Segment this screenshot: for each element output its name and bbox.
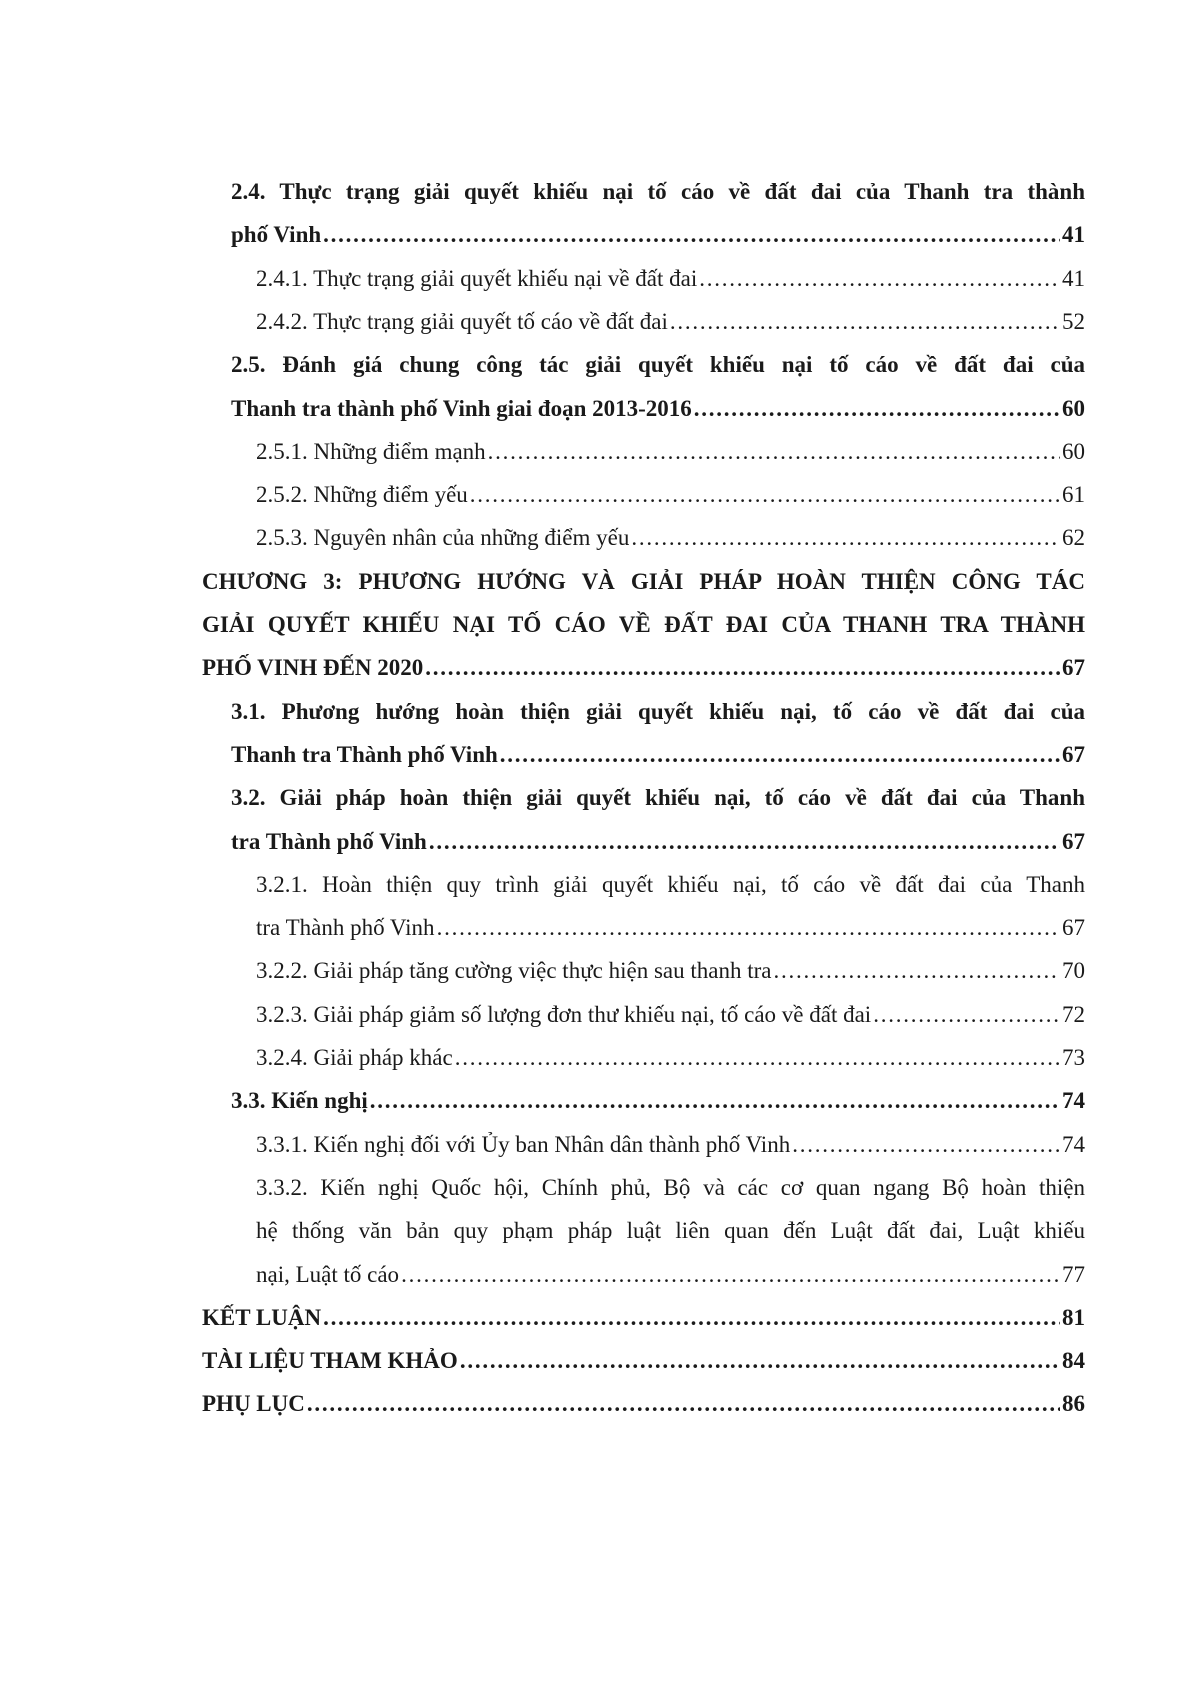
toc-entry-line [256,299,1085,345]
toc-entry-line [231,819,1085,865]
toc-entry-title: Thanh tra Thành phố Vinh [231,741,498,767]
toc-page-number: 84 [1062,1348,1085,1374]
toc-page-number: 70 [1062,958,1085,984]
toc-page-number: 61 [1062,482,1085,508]
dot-leader [401,1262,1060,1288]
toc-entry-title: 3.2.4. Giải pháp khác [256,1045,453,1070]
toc-entry-line [231,386,1085,432]
toc-page-number: 52 [1062,308,1085,334]
dot-leader [500,742,1060,768]
toc-page-number: 41 [1062,222,1085,248]
toc-entry-line [256,472,1085,518]
dot-leader [437,915,1060,941]
toc-entry-title: 2.5.1. Những điểm mạnh [256,438,486,464]
toc-entry-line [202,1338,1085,1384]
toc-entry-title: 2.4.1. Thực trạng giải quyết khiếu nại về đất đai [256,265,698,291]
toc-entry-line [256,1122,1085,1168]
toc-page-number: 77 [1062,1261,1085,1287]
toc-entry-line [256,515,1085,561]
toc-entry-title: KẾT LUẬN [202,1304,322,1330]
toc-entry-title-line: hệ thống văn bản quy phạm pháp luật liên quan đến Luật đất đai, Luật khiếu [256,1218,1085,1244]
toc-entry-line [202,1295,1085,1341]
toc-page-number: 81 [1062,1304,1085,1330]
dot-leader [699,266,1060,292]
dot-leader [460,1348,1060,1374]
toc-entry-title: tra Thành phố Vinh [256,915,435,941]
toc-page-number: 60 [1062,438,1085,464]
dot-leader [425,655,1060,681]
toc-entry-title-line: CHƯƠNG 3: PHƯƠNG HƯỚNG VÀ GIẢI PHÁP HOÀN THIỆN CÔNG TÁC [202,568,1085,594]
toc-page-number: 67 [1062,828,1085,854]
toc-entry-line [231,1078,1085,1124]
toc-entry-title: tra Thành phố Vinh [231,828,427,854]
dot-leader [323,1305,1060,1331]
toc-entry-title: 3.3.1. Kiến nghị đối với Ủy ban Nhân dân thành phố Vinh [256,1131,791,1157]
toc-entry-line [256,1252,1085,1298]
toc-page-number: 86 [1062,1391,1085,1417]
toc-entry-title: Thanh tra thành phố Vinh giai đoạn 2013-2016 [231,395,692,421]
toc-entry-title: 3.2.2. Giải pháp tăng cường việc thực hiện sau thanh tra [256,958,772,984]
toc-entry-line [202,645,1085,691]
dot-leader [455,1045,1060,1071]
toc-entry-title: PHỤ LỤC [202,1391,305,1417]
toc-entry-title-line: 2.5. Đánh giá chung công tác giải quyết khiếu nại tố cáo về đất đai của [231,352,1085,378]
toc-entry-title-line: 3.2. Giải pháp hoàn thiện giải quyết khiếu nại, tố cáo về đất đai của Thanh [231,785,1085,811]
toc-page-number: 67 [1062,915,1085,941]
dot-leader [370,1088,1060,1114]
toc-page-number: 60 [1062,395,1085,421]
dot-leader [773,958,1060,984]
toc-entry-line [256,905,1085,951]
toc-page-number: 41 [1062,265,1085,291]
toc-entry-line [231,732,1085,778]
toc-entry-title: 2.5.2. Những điểm yếu [256,482,468,508]
toc-page-number: 74 [1062,1131,1085,1157]
dot-leader [307,1391,1060,1417]
toc-page-number: 62 [1062,525,1085,551]
toc-page-number: 72 [1062,1001,1085,1027]
dot-leader [873,1002,1060,1028]
toc-entry-line [256,948,1085,994]
dot-leader [429,829,1060,855]
toc-entry-title-line: 3.1. Phương hướng hoàn thiện giải quyết khiếu nại, tố cáo về đất đai của [231,698,1085,724]
toc-entry-title: 3.3. Kiến nghị [231,1088,368,1114]
dot-leader [631,525,1060,551]
toc-page-number: 73 [1062,1045,1085,1070]
toc-entry-title: phố Vinh [231,222,322,248]
toc-entry-line [256,1035,1085,1081]
toc-entry-line [202,1381,1085,1427]
dot-leader [323,222,1060,248]
toc-entry-line [231,212,1085,258]
toc-entry-line [256,256,1085,302]
toc-entry-title-line: 3.2.1. Hoàn thiện quy trình giải quyết khiếu nại, tố cáo về đất đai của Thanh [256,871,1085,897]
toc-page-number: 74 [1062,1088,1085,1114]
toc-entry-title-line: 2.4. Thực trạng giải quyết khiếu nại tố cáo về đất đai của Thanh tra thành [231,179,1085,204]
dot-leader [670,309,1060,335]
dot-leader [488,439,1060,465]
dot-leader [470,482,1060,508]
toc-entry-title: 2.4.2. Thực trạng giải quyết tố cáo về đất đai [256,308,668,334]
dot-leader [792,1132,1060,1158]
toc-entry-title-line: GIẢI QUYẾT KHIẾU NẠI TỐ CÁO VỀ ĐẤT ĐAI CỦA THANH TRA THÀNH [202,612,1085,637]
toc-page-number: 67 [1062,741,1085,767]
toc-entry-title: 3.2.3. Giải pháp giảm số lượng đơn thư khiếu nại, tố cáo về đất đai [256,1001,872,1027]
toc-entry-title: TÀI LIỆU THAM KHẢO [202,1348,458,1374]
toc-entry-title: nại, Luật tố cáo [256,1261,400,1287]
toc-entry-line [256,429,1085,475]
dot-leader [694,396,1060,422]
toc-entry-title-line: 3.3.2. Kiến nghị Quốc hội, Chính phủ, Bộ và các cơ quan ngang Bộ hoàn thiện [256,1174,1085,1200]
toc-page-number: 67 [1062,655,1085,681]
toc-entry-line [256,992,1085,1038]
toc-entry-title: PHỐ VINH ĐẾN 2020 [202,655,424,681]
toc-entry-title: 2.5.3. Nguyên nhân của những điểm yếu [256,525,630,551]
